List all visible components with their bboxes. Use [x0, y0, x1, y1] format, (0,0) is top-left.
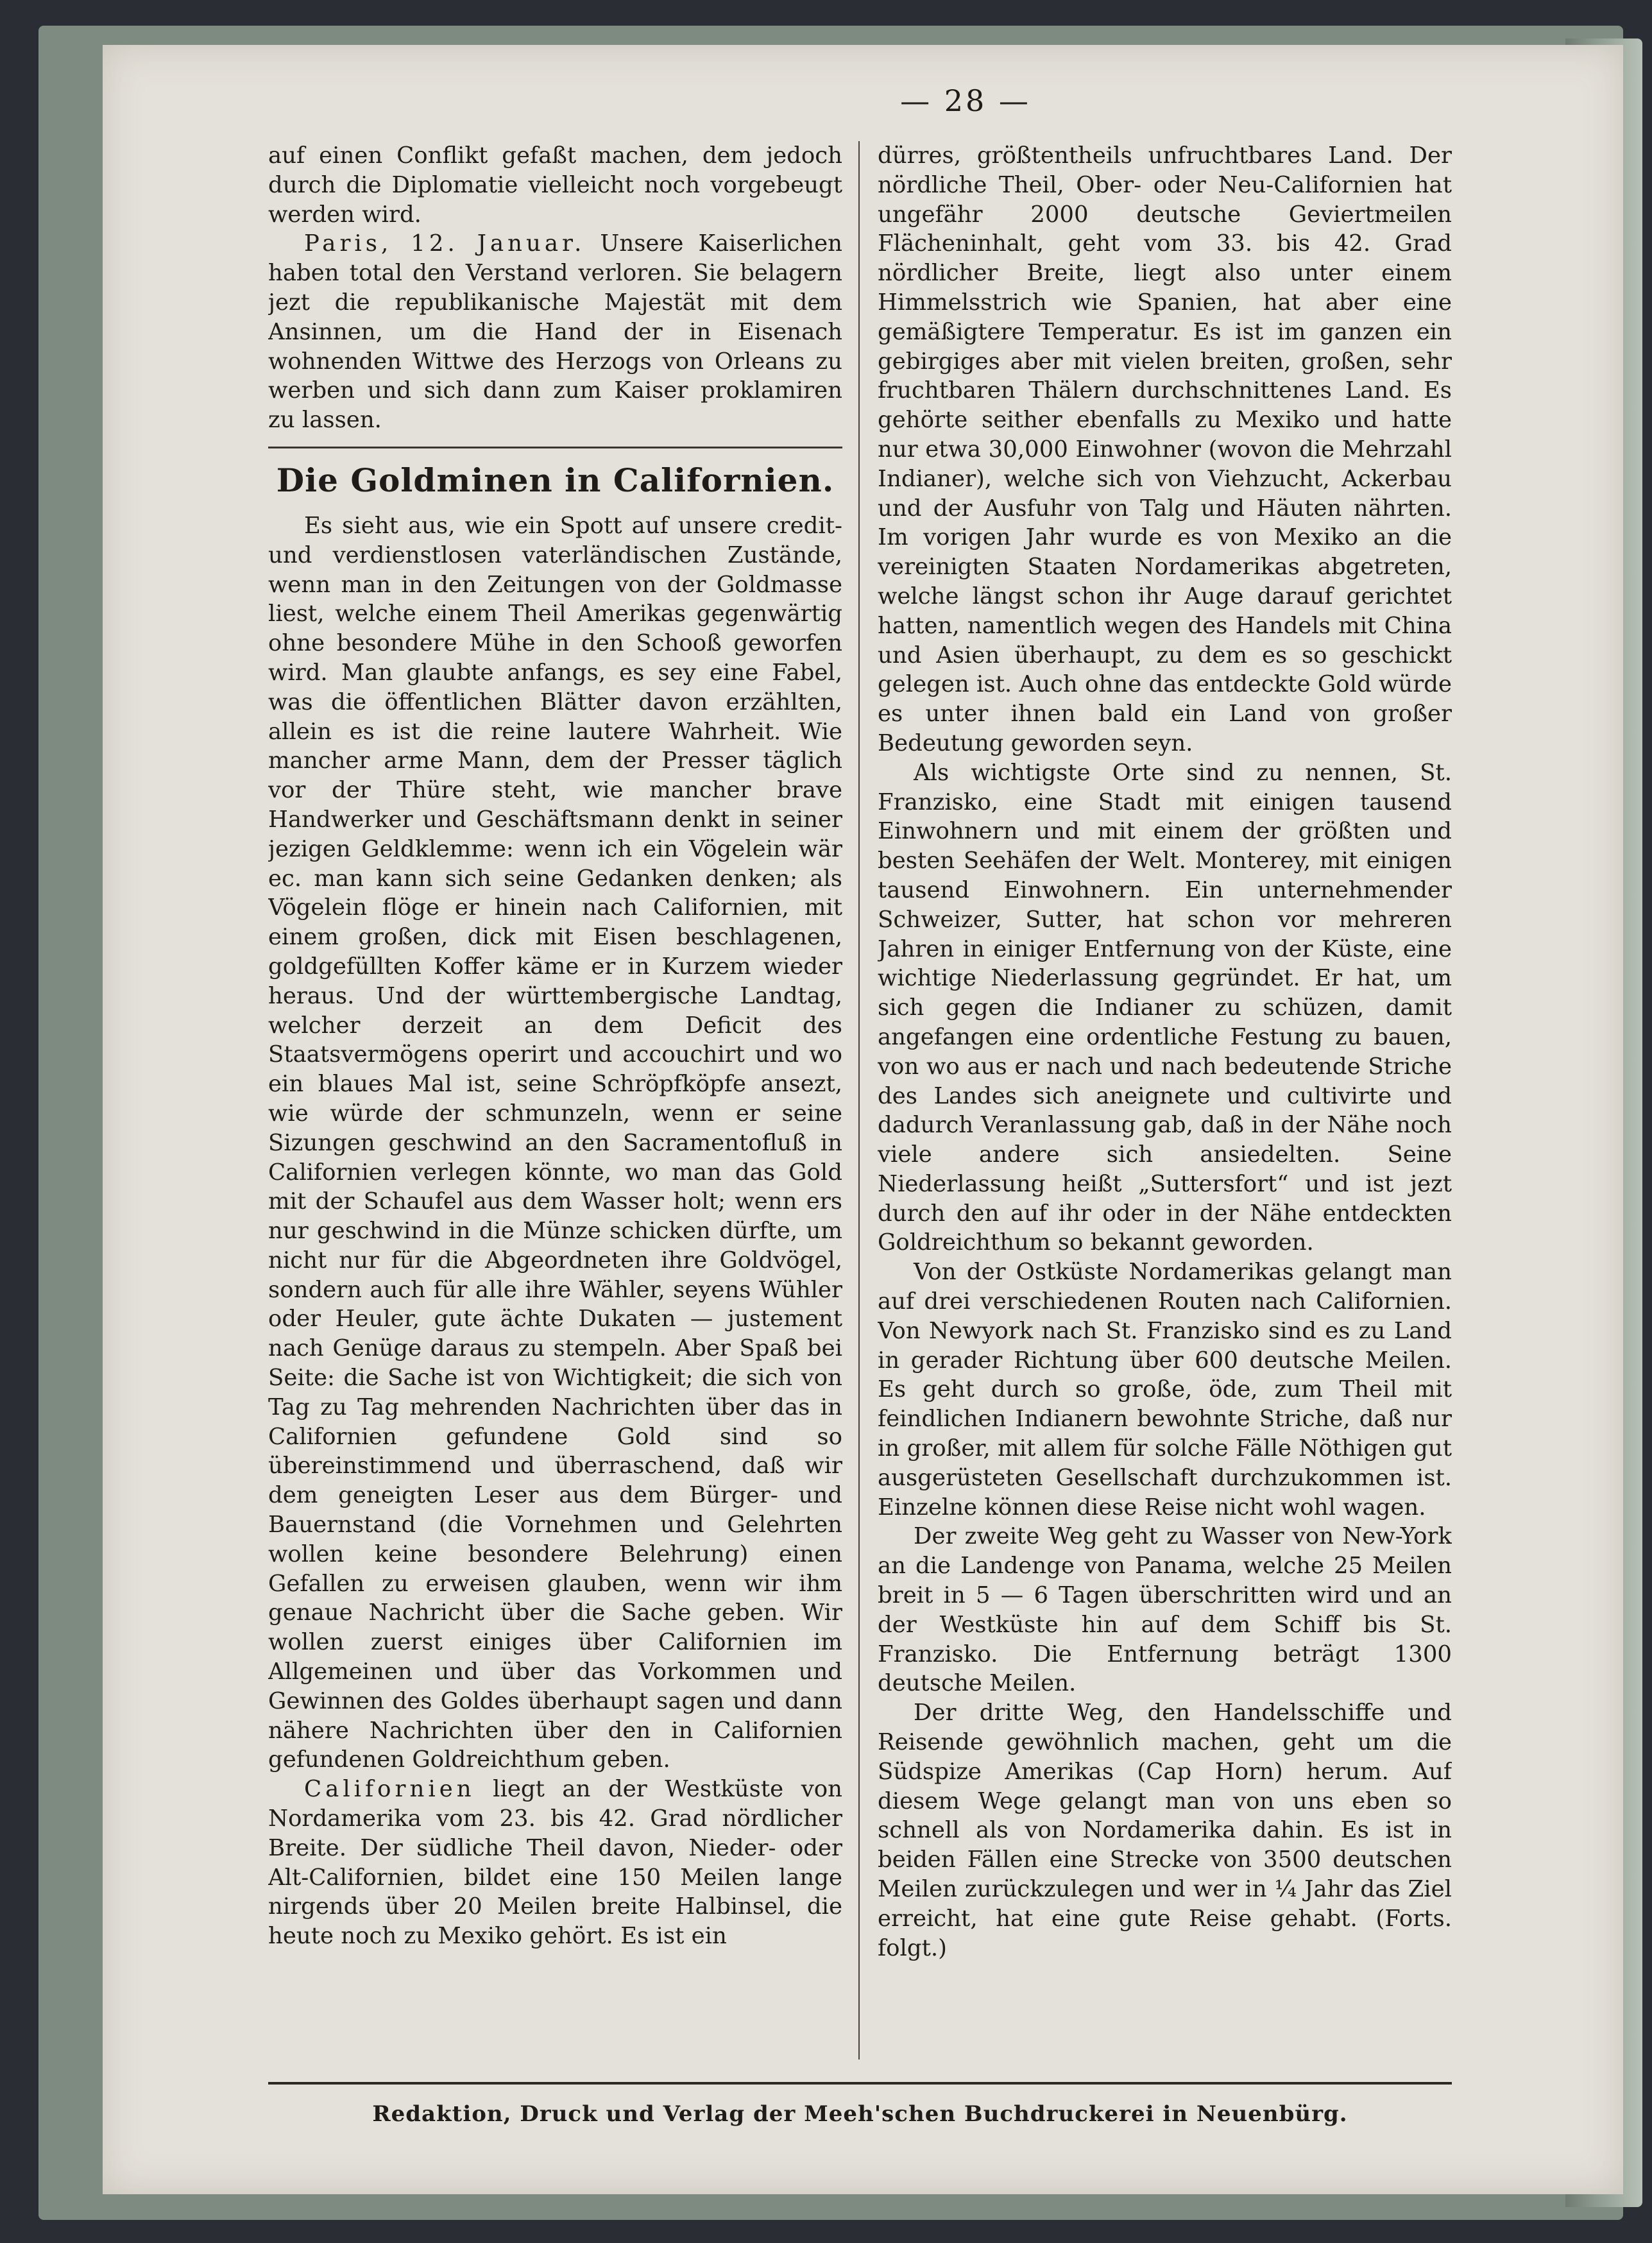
right-column — [878, 141, 1452, 2066]
newspaper-page — [103, 45, 1623, 2194]
paris-news-text: Unsere Kaiserlichen haben total den Verstand verloren. Sie belagern jezt die republikanische Majestät mit dem Ansinnen, um die Hand der in Eisenach wohnenden Wittwe des Herzogs von Orleans zu werben und sich dann zum Kaiser proklamiren zu lassen. — [268, 230, 842, 434]
article-paragraph: Es sieht aus, wie ein Spott auf unsere credit- und verdienstlosen vaterländischen Zustände, wenn man in den Zeitungen von der Goldmasse liest, welche einem Theil Amerikas gegenwärtig ohne besondere Mühe in den Schooß geworfen wird. Man glaubte anfangs, es sey eine Fabel, was die öffentlichen Blätter davon erzählten, allein es ist die reine lautere Wahrheit. Wie mancher arme Mann, dem der Presser täglich vor der Thüre steht, wie mancher brave Handwerker und Geschäftsmann denkt in seiner jezigen Geldklemme: wenn ich ein Vögelein wär ec. man kann sich seine Gedanken denken; als Vögelein flöge er hinein nach Californien, mit einem großen, dick mit Eisen beschlagenen, goldgefüllten Koffer käme er in Kurzem wieder heraus. Und der württembergische Landtag, welcher derzeit an dem Deficit des Staatsvermögens operirt und accouchirt und wo ein blaues Mal ist, seine Schröpfköpfe ansezt, wie würde der schmunzeln, wenn er seine Sizungen geschwind an den Sacramentofluß in Californien verlegen könnte, wo man das Gold mit der Schaufel aus dem Wasser holt; wenn ers nur geschwind in die Münze schicken dürfte, um nicht nur für die Abgeordneten ihre Goldvögel, sondern auch für alle ihre Wähler, seyens Wühler oder Heuler, gute ächte Dukaten — justement nach Genüge daraus zu stempeln. Aber Spaß bei Seite: die Sache ist von Wichtigkeit; die sich von Tag zu Tag mehrenden Nachrichten über das in Californien gefundene Gold sind so übereinstimmend und überraschend, daß wir dem geneigten Leser aus dem Bürger- und Bauernstand (die Vornehmen und Gelehrten wollen keine besondere Belehrung) einen Gefallen zu erweisen glauben, wenn wir ihm genaue Nachricht über die Sache geben. Wir wollen zuerst einiges über Californien im Allgemeinen und über das Vorkommen und Gewinnen des Goldes überhaupt sagen und dann nähere Nachrichten über den in Californien gefundenen Goldreichthum geben. — [268, 512, 842, 1773]
article-continuation-paragraph: auf einen Conflikt gefaßt machen, dem jedoch durch die Diplomatie vielleicht noch vorgebeugt werden wird. — [268, 142, 842, 228]
article-paragraph: Der dritte Weg, den Handelsschiffe und Reisende gewöhnlich machen, geht um die Südspize Amerikas (Cap Horn) herum. Auf diesem Wege gelangt man von uns eben so schnell als von Nordamerika dahin. Es ist in beiden Fällen eine Strecke von 3500 deutschen Meilen zurückzulegen und wer in ¼ Jahr das Ziel erreicht, hat eine gute Reise gehabt. (Forts. folgt.) — [878, 1700, 1452, 1961]
article-separator — [268, 447, 842, 448]
column-divider — [858, 141, 860, 2060]
article-paragraph: Der zweite Weg geht zu Wasser von New-York an die Landenge von Panama, welche 25 Meilen breit in 5 — 6 Tagen überschritten wird und an der Westküste hin auf dem Schiff bis St. Franzisko. Die Entfernung beträgt 1300 deutsche Meilen. — [878, 1523, 1452, 1697]
article-paragraph-text: liegt an der Westküste von Nordamerika vom 23. bis 42. Grad nördlicher Breite. Der südliche Theil davon, Nieder- oder Alt-Californien, bildet eine 150 Meilen lange nirgends über 20 Meilen breite Halbinsel, die heute noch zu Mexiko gehört. Es ist ein — [268, 1776, 842, 1950]
article-paragraph — [268, 1775, 842, 1951]
paris-news-paragraph — [268, 229, 842, 435]
page-number: — 28 — — [900, 83, 1031, 118]
article-paragraph: Von der Ostküste Nordamerikas gelangt man auf drei verschiedenen Routen nach Californien. Von Newyork nach St. Franzisko sind es zu Land in gerader Richtung über 600 deutsche Meilen. Es geht durch so große, öde, zum Theil mit feindlichen Indianern bewohnte Striche, daß nur in großer, mit allem für solche Fälle Nöthigen gut ausgerüsteten Gesellschaft durchzukommen ist. Einzelne können diese Reise nicht wohl wagen. — [878, 1259, 1452, 1521]
footer-rule — [268, 2082, 1452, 2085]
article-headline: Die Goldminen in Californien. — [276, 461, 835, 499]
left-column — [268, 141, 842, 2066]
article-paragraph: Als wichtigste Orte sind zu nennen, St. Franzisko, eine Stadt mit einigen tausend Einwohnern und mit einem der größten und besten Seehäfen der Welt. Monterey, mit einigen tausend Einwohnern. Ein unternehmender Schweizer, Sutter, hat schon vor mehreren Jahren in einiger Entfernung von der Küste, eine wichtige Niederlassung gegründet. Er hat, um sich gegen die Indianer zu schüzen, damit angefangen eine ordentliche Festung zu bauen, von wo aus er nach und nach bedeutende Striche des Landes sich aneignete und cultivirte und dadurch Veranlassung gab, daß in der Nähe noch viele andere sich ansiedelten. Seine Niederlassung heißt „Suttersfort“ und ist jezt durch den auf ihr oder in der Nähe entdeckten Goldreichthum so bekannt geworden. — [878, 759, 1452, 1256]
lead-word: Californien — [304, 1776, 475, 1803]
publisher-imprint: Redaktion, Druck und Verlag der Meeh'schen Buchdruckerei in Neuenbürg. — [372, 2101, 1348, 2127]
article-paragraph: dürres, größtentheils unfruchtbares Land. Der nördliche Theil, Ober- oder Neu-Californien hat ungefähr 2000 deutsche Geviertmeilen Flächeninhalt, geht vom 33. bis 42. Grad nördlicher Breite, liegt also unter einem Himmelsstrich wie Spanien, hat aber eine gemäßigtere Temperatur. Es ist im ganzen ein gebirgiges aber mit vielen breiten, großen, sehr fruchtbaren Thälern durchschnittenes Land. Es gehörte seither ebenfalls zu Mexiko und hatte nur etwa 30,000 Einwohner (wovon die Mehrzahl Indianer), welche sich von Viehzucht, Ackerbau und der Ausfuhr von Talg und Häuten nährten. Im vorigen Jahr wurde es von Mexiko an die vereinigten Staaten Nordamerikas abgetreten, welche längst schon ihr Auge darauf gerichtet hatten, namentlich wegen des Handels mit China und Asien überhaupt, zu dem es so geschickt gelegen ist. Auch ohne das entdeckte Gold würde es unter ihnen bald ein Land von großer Bedeutung geworden seyn. — [878, 142, 1452, 756]
dateline: Paris, 12. Januar. — [304, 230, 586, 257]
